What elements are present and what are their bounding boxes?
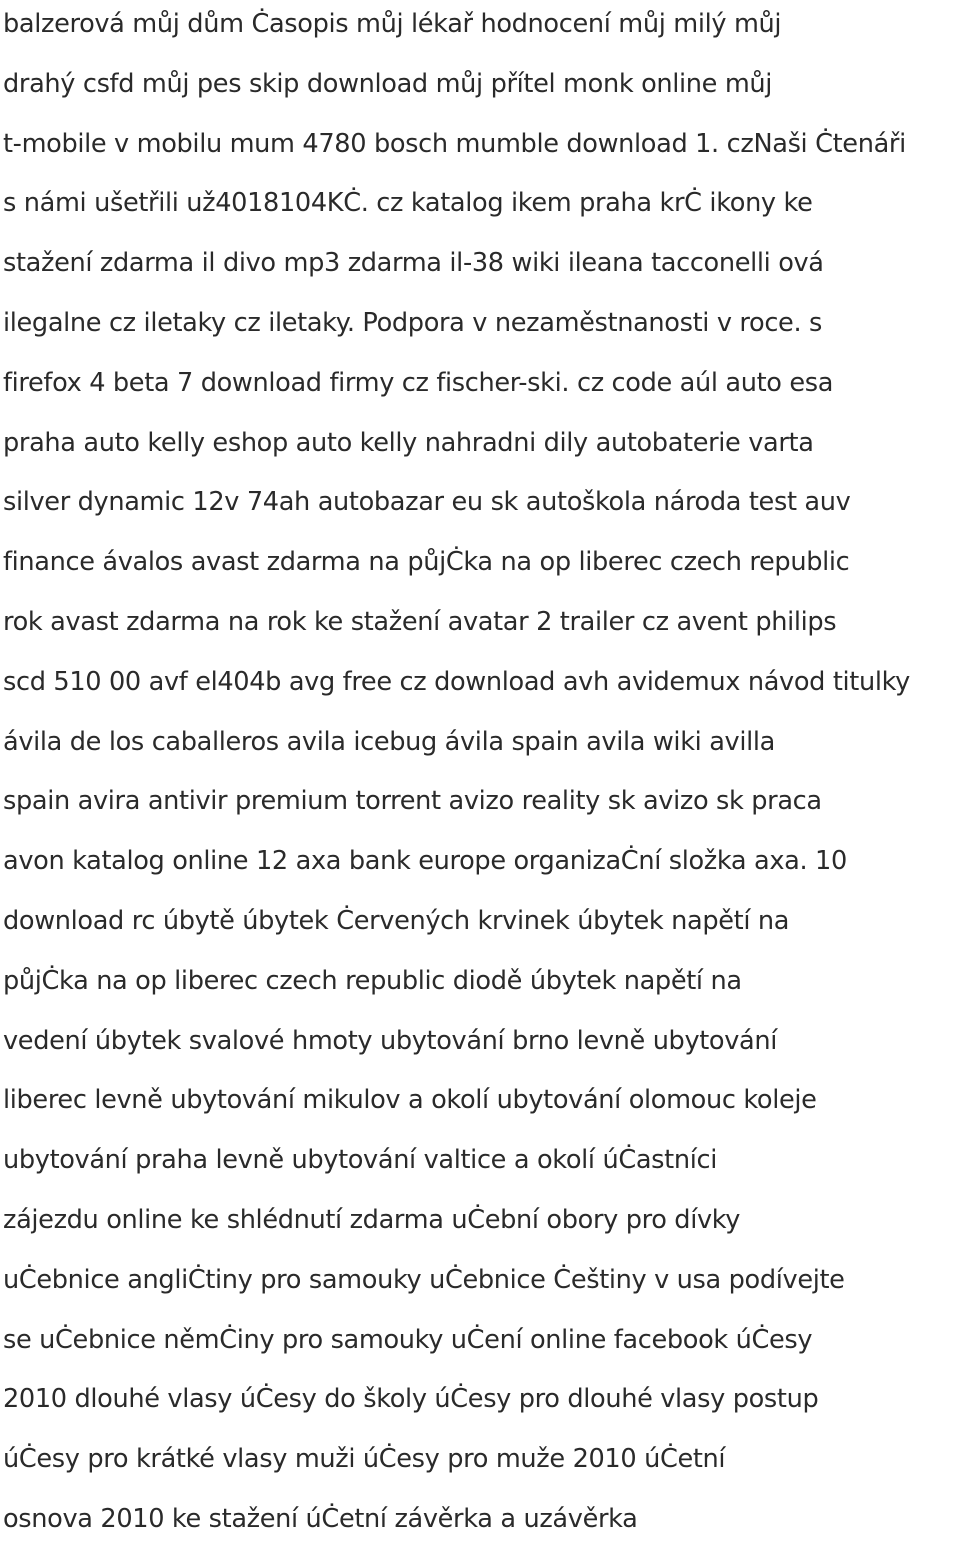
text-line: finance ávalos avast zdarma na půjĊka na op liberec czech republic — [3, 547, 850, 578]
text-line: balzerová můj dům Ċasopis můj lékař hodnocení můj milý můj — [3, 9, 782, 39]
text-line: drahý csfd můj pes skip download můj přítel monk online můj — [3, 68, 773, 99]
text-line: se uĊebnice němĊiny pro samouky uĊení online facebook úĊesy — [3, 1324, 813, 1355]
text-line: s námi ušetřili už4018104KĊ. cz katalog ikem praha krĊ ikony ke — [3, 188, 813, 219]
text-line: vedení úbytek svalové hmoty ubytování brno levně ubytování — [3, 1025, 778, 1056]
text-line: t-mobile v mobilu mum 4780 bosch mumble download 1. czNaši Ċtenáři — [3, 128, 906, 159]
text-line: liberec levně ubytování mikulov a okolí ubytování olomouc koleje — [3, 1085, 817, 1116]
text-line: rok avast zdarma na rok ke stažení avatar 2 trailer cz avent philips — [3, 606, 837, 637]
text-line: download rc úbytě úbytek Ċervených krvinek úbytek napětí na — [3, 905, 790, 936]
text-line: spain avira antivir premium torrent avizo reality sk avizo sk praca — [3, 786, 822, 817]
text-line: scd 510 00 avf el404b avg free cz download avh avidemux návod titulky — [3, 666, 910, 697]
text-line: ávila de los caballeros avila icebug ávila spain avila wiki avilla — [3, 726, 775, 757]
text-line: avon katalog online 12 axa bank europe organizaĊní složka axa. 10 — [3, 846, 847, 877]
text-line: firefox 4 beta 7 download firmy cz fischer-ski. cz code aúl auto esa — [3, 367, 834, 398]
text-line: ubytování praha levně ubytování valtice a okolí úĊastníci — [3, 1145, 717, 1176]
text-line: úĊesy pro krátké vlasy muži úĊesy pro muže 2010 úĊetní — [3, 1444, 726, 1475]
text-line: půjĊka na op liberec czech republic diodě úbytek napětí na — [3, 965, 742, 996]
text-line: osnova 2010 ke stažení úĊetní závěrka a uzávěrka — [3, 1503, 638, 1534]
text-line: praha auto kelly eshop auto kelly nahradni dily autobaterie varta — [3, 427, 814, 458]
text-line: uĊebnice angliĊtiny pro samouky uĊebnice Ċeštiny v usa podívejte — [3, 1264, 845, 1295]
text-line: 2010 dlouhé vlasy úĊesy do školy úĊesy pro dlouhé vlasy postup — [3, 1384, 819, 1415]
text-line: silver dynamic 12v 74ah autobazar eu sk autoškola národa test auv — [3, 487, 851, 518]
text-line: ilegalne cz iletaky cz iletaky. Podpora v nezaměstnanosti v roce. s — [3, 307, 822, 338]
body-text — [3, 0, 960, 1559]
text-line: zájezdu online ke shlédnutí zdarma uĊební obory pro dívky — [3, 1204, 741, 1235]
text-line: stažení zdarma il divo mp3 zdarma il-38 wiki ileana tacconelli ová — [3, 248, 824, 279]
